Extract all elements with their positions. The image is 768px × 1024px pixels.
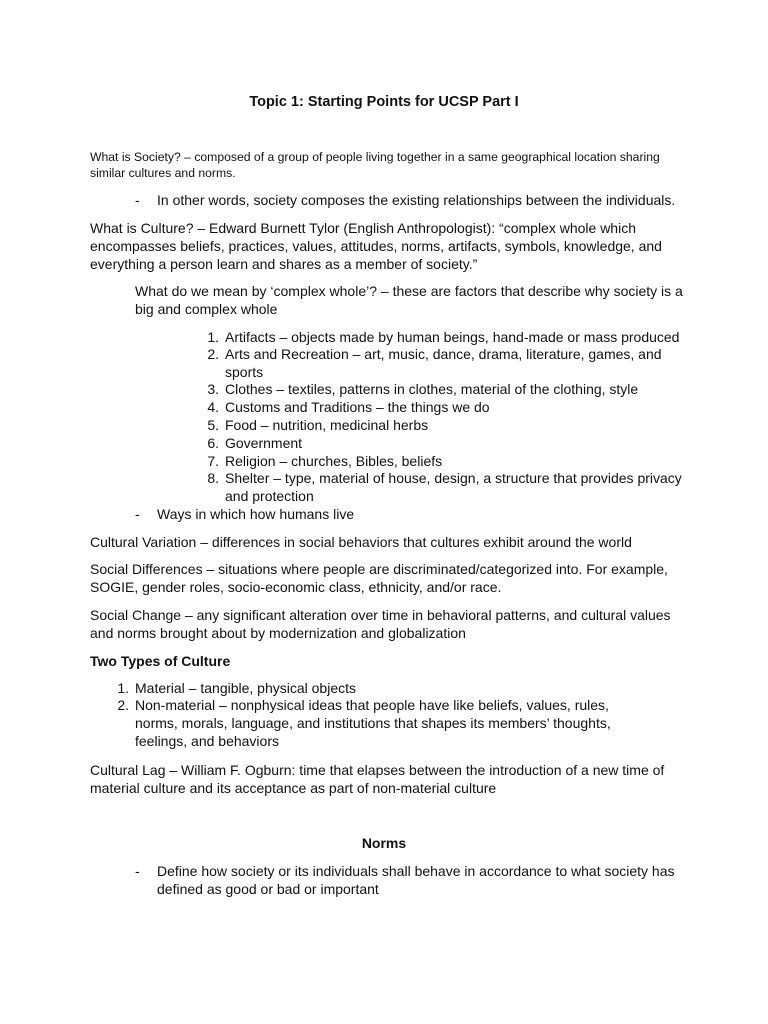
list-item-text: Food – nutrition, medicinal herbs — [225, 417, 429, 433]
list-number: 4. — [207, 399, 219, 415]
list-number: 8. — [207, 470, 219, 486]
list-item-text: Arts and Recreation – art, music, dance, drama, literature, games, and sports — [225, 346, 662, 380]
dash-marker: - — [135, 863, 140, 879]
ways-bullet-text: Ways in which how humans live — [157, 506, 355, 522]
list-item-text: Artifacts – objects made by human beings, hand-made or mass produced — [225, 329, 680, 345]
social-differences: Social Differences – situations where people are discriminated/categorized into. For example, SOGIE, gender roles, socio-economic class, ethnicity, and/or race. — [90, 561, 668, 595]
cultural-variation: Cultural Variation – differences in social behaviors that cultures exhibit around the world — [90, 534, 632, 550]
list-number: 7. — [207, 453, 219, 469]
page-title: Topic 1: Starting Points for UCSP Part I — [249, 94, 519, 110]
list-number: 2. — [207, 346, 219, 362]
culture-definition: What is Culture? – Edward Burnett Tylor (English Anthropologist): “complex whole which encompasses beliefs, practices, values, attitudes, norms, artifacts, symbols, knowledge, and everything a person learn and shares as a member of society.” — [90, 220, 662, 272]
society-definition: What is Society? – composed of a group of people living together in a same geographical location sharing similar cultures and norms. — [90, 150, 660, 180]
dash-marker: - — [135, 192, 140, 208]
list-item-text: Customs and Traditions – the things we do — [225, 399, 490, 415]
list-item-text: Shelter – type, material of house, design, a structure that provides privacy and protection — [225, 470, 682, 504]
list-number: 5. — [207, 417, 219, 433]
norms-bullet-text: Define how society or its individuals shall behave in accordance to what society has defined as good or bad or important — [157, 863, 675, 897]
norms-heading: Norms — [361, 835, 407, 851]
list-item-text: Non-material – nonphysical ideas that people have like beliefs, values, rules, norms, morals, language, and institutions that shapes its members’ thoughts, feelings, and behaviors — [135, 697, 611, 749]
society-bullet-text: In other words, society composes the existing relationships between the individuals. — [157, 192, 676, 208]
list-item-text: Religion – churches, Bibles, beliefs — [225, 453, 443, 469]
list-item-text: Material – tangible, physical objects — [135, 680, 357, 696]
list-number: 1. — [207, 329, 219, 345]
list-number: 2. — [117, 697, 129, 713]
cultural-lag: Cultural Lag – William F. Ogburn: time that elapses between the introduction of a new time of material culture and its acceptance as part of non-material culture — [90, 762, 665, 796]
list-item-text: Clothes – textiles, patterns in clothes, material of the clothing, style — [225, 381, 639, 397]
list-number: 6. — [207, 435, 219, 451]
complex-whole-question: What do we mean by ‘complex whole’? – these are factors that describe why society is a big and complex whole — [135, 283, 683, 317]
list-number: 3. — [207, 381, 219, 397]
two-types-heading: Two Types of Culture — [90, 653, 231, 669]
list-item-text: Government — [225, 435, 303, 451]
dash-marker: - — [135, 506, 140, 522]
social-change: Social Change – any significant alteration over time in behavioral patterns, and cultural values and norms brought about by modernization and globalization — [90, 607, 671, 641]
list-number: 1. — [117, 680, 129, 696]
